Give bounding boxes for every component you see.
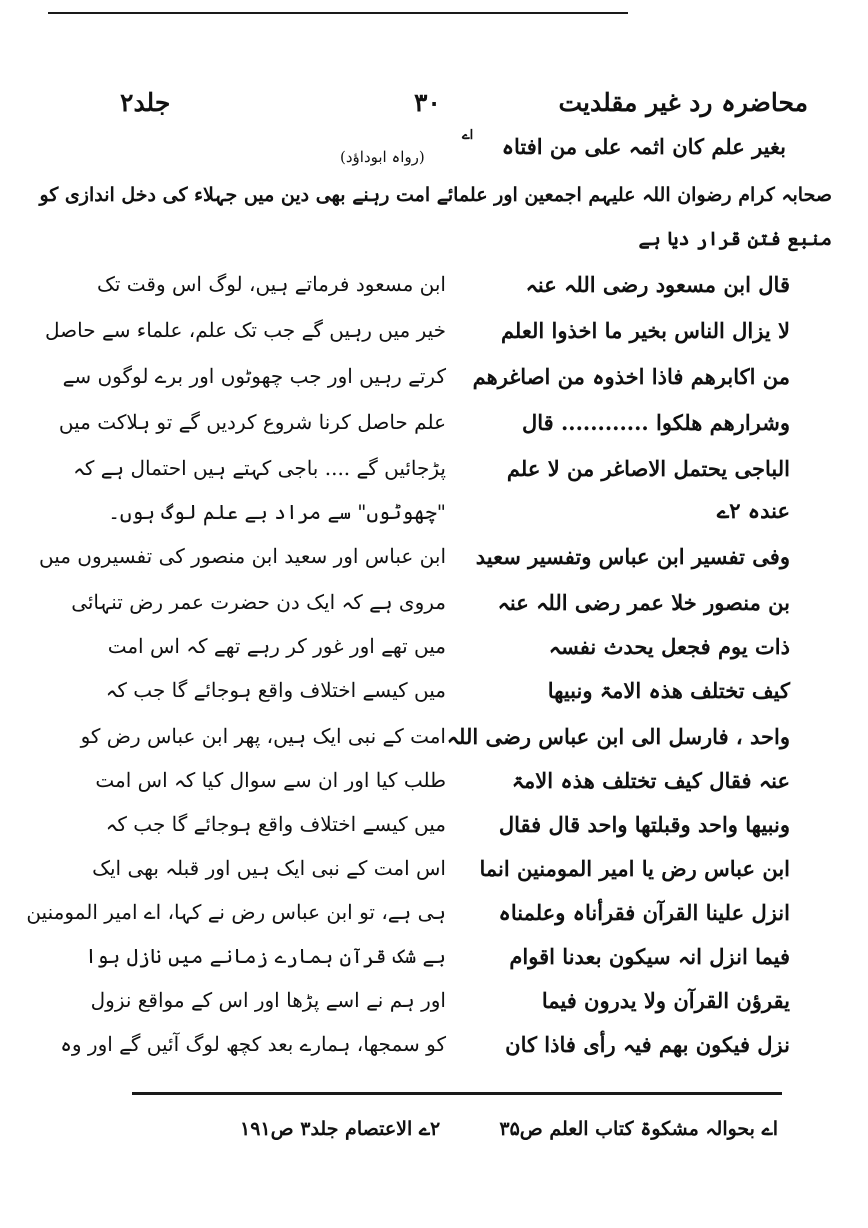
urdu-line: ابن مسعود فرماتے ہیں، لوگ اس وقت تک: [96, 272, 446, 296]
citation: (رواہ ابوداؤد): [340, 148, 425, 166]
arabic-line: واحد ، فارسل الی ابن عباس رضی اللہ: [446, 724, 790, 749]
arabic-line: الباجی یحتمل الاصاغر من لا علم: [506, 456, 790, 481]
arabic-line: نزل فیکون بھم فیہ رأی فاذا کان: [505, 1032, 790, 1057]
arabic-line: وفی تفسیر ابن عباس وتفسیر سعید: [475, 544, 790, 569]
urdu-line: کو سمجھا، ہمارے بعد کچھ لوگ آئیں گے اور وہ: [60, 1032, 446, 1056]
footnote-1: اے بحوالہ مشکوۃ کتاب العلم ص۳۵: [499, 1118, 778, 1140]
urdu-line: پڑجائیں گے .... باجی کہتے ہیں احتمال ہے کہ: [73, 456, 446, 480]
arabic-line: کیف تختلف ھذہ الامۃ ونبیھا: [547, 678, 790, 703]
urdu-line: میں کیسے اختلاف واقع ہوجائے گا جب کہ: [105, 678, 446, 702]
urdu-line: امت کے نبی ایک ہیں، پھر ابن عباس رض کو: [80, 724, 446, 748]
urdu-line: خیر میں رہیں گے جب تک علم، علماء سے حاصل: [45, 318, 446, 342]
arabic-line: قال ابن مسعود رضی اللہ عنہ: [525, 272, 790, 297]
hadith-line: بغیر علم کان اثمہ علی من افتاہ: [501, 134, 786, 159]
arabic-line: انزل علینا القرآن فقرأناہ وعلمناہ: [498, 900, 790, 925]
urdu-line: بے شک قرآن ہمارے زمانے میں نازل ہوا: [85, 944, 446, 968]
urdu-line: میں کیسے اختلاف واقع ہوجائے گا جب کہ: [105, 812, 446, 836]
arabic-line: بن منصور خلا عمر رضی اللہ عنہ: [497, 590, 790, 615]
arabic-line: عندہ ۲ے: [716, 498, 790, 523]
urdu-line: ابن عباس اور سعید ابن منصور کی تفسیروں میں: [38, 544, 446, 568]
urdu-line: اس امت کے نبی ایک ہیں اور قبلہ بھی ایک: [92, 856, 446, 880]
urdu-line: طلب کیا اور ان سے سوال کیا کہ اس امت: [95, 768, 446, 792]
arabic-line: من اکابرھم فاذا اخذوہ من اصاغرھم: [472, 364, 790, 389]
footnote-2: ۲ے الاعتصام جلد۳ ص۱۹۱: [240, 1118, 441, 1140]
urdu-line: کرتے رہیں اور جب چھوٹوں اور برے لوگوں سے: [62, 364, 446, 388]
hadith-ref-mark: اے: [462, 128, 474, 143]
footnote-rule: [132, 1092, 782, 1095]
arabic-line: ونبیھا واحد وقبلتھا واحد قال فقال: [498, 812, 790, 837]
page-number: ۳۰: [414, 88, 441, 117]
urdu-line: میں تھے اور غور کر رہے تھے کہ اس امت: [107, 634, 446, 658]
arabic-line: وشرارھم ھلکوا ............ قال: [521, 410, 790, 435]
intro-urdu-line-1: صحابہ کرام رضوان اللہ علیہم اجمعین اور علمائے امت رہنے بھی دین میں جہلاء کی دخل اندازی کو: [39, 184, 832, 206]
arabic-line: فیما انزل انہ سیکون بعدنا اقوام: [509, 944, 790, 969]
arabic-line: یقرؤن القرآن ولا یدرون فیما: [541, 988, 790, 1013]
intro-urdu-line-2: منبع فتن قرار دیا ہے: [638, 228, 832, 250]
urdu-line: اور ہم نے اسے پڑھا اور اس کے مواقع نزول: [90, 988, 446, 1012]
urdu-line: ہی ہے، تو ابن عباس رض نے کہا، اے امیر المومنین: [26, 900, 446, 924]
arabic-line: ذات یوم فجعل یحدث نفسہ: [548, 634, 790, 659]
top-rule: [48, 12, 628, 14]
volume-label: جلد۲: [120, 88, 171, 117]
book-title: محاضرہ رد غیر مقلدیت: [558, 88, 808, 117]
urdu-line: مروی ہے کہ ایک دن حضرت عمر رض تنہائی: [71, 590, 446, 614]
urdu-line: "چھوٹوں" سے مراد بے علم لوگ ہوں۔: [108, 500, 446, 524]
arabic-line: عنہ فقال کیف تختلف ھذہ الامۃ: [511, 768, 790, 793]
urdu-line: علم حاصل کرنا شروع کردیں گے تو ہلاکت میں: [58, 410, 446, 434]
arabic-line: لا یزال الناس بخیر ما اخذوا العلم: [500, 318, 790, 343]
arabic-line: ابن عباس رض یا امیر المومنین انما: [479, 856, 790, 881]
